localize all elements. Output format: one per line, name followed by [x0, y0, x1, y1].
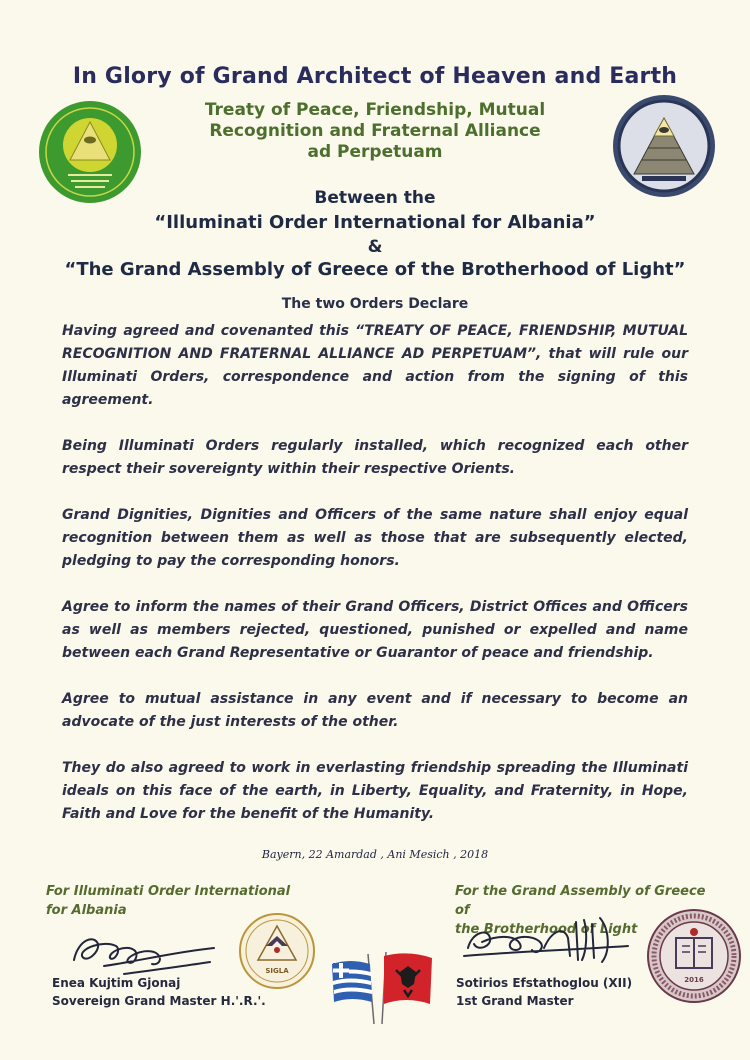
right-signatory [456, 974, 632, 1010]
signing-dateline: Bayern, 22 Amardad , Ani Mesich , 2018 [261, 848, 489, 861]
treaty-name [140, 100, 610, 163]
brotherhood-seal-year: 2016 [684, 976, 704, 984]
ampersand: & [367, 237, 383, 257]
flags-icon [328, 950, 438, 1025]
eye-of-providence-seal-icon [612, 94, 716, 198]
left-signatory-title: Sovereign Grand Master H.'.R.'. [52, 994, 266, 1008]
declaration-paragraph: Being Illuminati Orders regularly installed, which recognized each other respect their sovereignty within their respective Orients. [62, 438, 688, 477]
declaration-paragraph: Having agreed and covenanted this “TREATY OF PEACE, FRIENDSHIP, MUTUAL RECOGNITION AND FRATERNAL ALLIANCE AD PERPETUAM”, that will rule our Illuminati Orders, correspondence and action from the signing of this agreement. [62, 323, 688, 408]
declaration-heading: The two Orders Declare [281, 296, 469, 312]
albania-flag-icon [384, 953, 432, 1004]
right-signatory-title: 1st Grand Master [456, 994, 574, 1008]
declaration-body [62, 320, 688, 849]
sigla-seal-icon [238, 912, 316, 990]
declaration-paragraph: They do also agreed to work in everlasting friendship spreading the Illuminati ideals on this face of the earth, in Liberty, Equality, and Fraternity, in Hope, Faith and Love for the benefit of the Humanity. [62, 760, 688, 822]
party-albania: “Illuminati Order International for Albania” [154, 212, 596, 233]
right-signatory-name: Sotirios Efstathoglou (XII) [456, 976, 633, 990]
sigla-seal-text: SIGLA [265, 967, 289, 975]
right-signatory-heading-line: For the Grand Assembly of Greece of [455, 884, 706, 918]
left-signatory [52, 974, 266, 1010]
party-greece: “The Grand Assembly of Greece of the Brotherhood of Light” [64, 259, 686, 280]
left-signatory-name: Enea Kujtim Gjonaj [52, 976, 181, 990]
left-signatory-heading-line: for Albania [46, 903, 127, 918]
declaration-paragraph: Agree to mutual assistance in any event and if necessary to become an advocate of the just interests of the other. [62, 691, 688, 730]
treaty-name-line: Recognition and Fraternal Alliance [209, 121, 541, 141]
left-signature [64, 922, 224, 980]
greece-flag-icon [332, 961, 372, 1002]
right-signatory-heading-line: the Brotherhood of Light [455, 922, 638, 937]
treaty-name-line: Treaty of Peace, Friendship, Mutual [204, 100, 546, 120]
right-signature [460, 912, 630, 968]
document-title: In Glory of Grand Architect of Heaven and Earth [72, 64, 678, 89]
left-signatory-heading-line: For Illuminati Order International [46, 884, 291, 899]
brotherhood-of-light-seal-icon [646, 908, 742, 1004]
declaration-paragraph: Grand Dignities, Dignities and Officers of the same nature shall enjoy equal recognition between them as well as those that are subsequently elected, pledging to pay the corresponding honors. [62, 507, 688, 569]
treaty-name-line: ad Perpetuam [307, 142, 443, 162]
between-label: Between the [314, 188, 436, 208]
declaration-paragraph: Agree to inform the names of their Grand Officers, District Offices and Officers as well as members rejected, questioned, punished or expelled and name between each Grand Representative or Guarantor of peace and friendship. [62, 599, 688, 661]
